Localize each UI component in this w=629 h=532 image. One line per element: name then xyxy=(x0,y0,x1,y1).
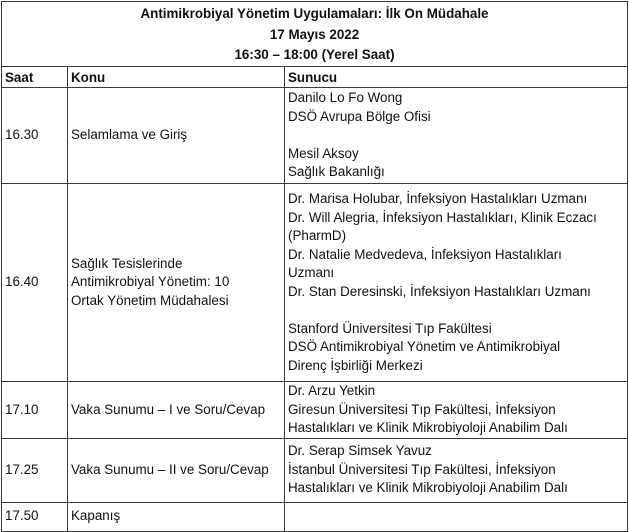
presenter-line: Sağlık Bakanlığı xyxy=(288,164,385,180)
presenter-cell xyxy=(285,382,628,439)
time-cell: 17.50 xyxy=(2,502,68,531)
topic-line: Vaka Sunumu – I ve Soru/Cevap xyxy=(71,401,266,417)
topic-line: Vaka Sunumu – II ve Soru/Cevap xyxy=(71,461,269,477)
presenter-line: İstanbul Üniversitesi Tıp Fakültesi, İnfeksiyon xyxy=(288,461,556,477)
topic-line: Selamlama ve Giriş xyxy=(71,127,188,143)
agenda-time-range: 16:30 – 18:00 (Yerel Saat) xyxy=(234,47,395,63)
title-cell xyxy=(2,2,628,67)
presenter-cell xyxy=(285,502,628,531)
group-spacer xyxy=(288,126,625,145)
topic-cell xyxy=(68,382,285,439)
presenter-line: (PharmD) xyxy=(288,228,347,243)
column-header-presenter: Sunucu xyxy=(285,67,628,88)
presenter-line: Dr. Arzu Yetkin xyxy=(288,383,376,398)
presenter-line: Uzmanı xyxy=(288,265,335,280)
topic-line: Ortak Yönetim Müdahalesi xyxy=(71,292,229,308)
table-row xyxy=(2,438,628,502)
topic-cell xyxy=(68,438,285,502)
time-cell: 16.30 xyxy=(2,88,68,184)
time-cell: 17.25 xyxy=(2,438,68,502)
column-header-time: Saat xyxy=(2,67,68,88)
agenda-title: Antimikrobiyal Yönetim Uygulamaları: İlk On Müdahale xyxy=(140,6,489,22)
presenter-line: Dr. Marisa Holubar, İnfeksiyon Hastalıkları Uzmanı xyxy=(288,191,588,206)
presenter-line: Hastalıkları ve Klinik Mikrobiyoloji Anabilim Dalı xyxy=(288,480,568,496)
topic-line: Sağlık Tesislerinde xyxy=(71,255,183,271)
topic-cell xyxy=(68,502,285,531)
topic-cell xyxy=(68,88,285,184)
presenter-line: DSÖ Avrupa Bölge Ofisi xyxy=(288,108,431,124)
presenter-line: Dr. Serap Simsek Yavuz xyxy=(288,443,432,459)
title-row xyxy=(2,2,628,67)
topic-line: Antimikrobiyal Yönetim: 10 xyxy=(71,274,230,290)
presenter-cell xyxy=(285,88,628,184)
time-cell: 16.40 xyxy=(2,184,68,382)
presenter-line: Mesil Aksoy xyxy=(288,145,359,161)
presenter-line: Dr. Stan Deresinski, İnfeksiyon Hastalıkları Uzmanı xyxy=(288,283,591,299)
topic-line: Kapanış xyxy=(71,508,121,524)
presenter-line: Dr. Will Alegria, İnfeksiyon Hastalıkları, Klinik Eczacı xyxy=(288,209,597,225)
time-cell: 17.10 xyxy=(2,382,68,439)
presenter-line: Direnç İşbirliği Merkezi xyxy=(288,357,423,373)
presenter-line: Dr. Natalie Medvedeva, İnfeksiyon Hastalıkları xyxy=(288,246,562,262)
presenter-line: Giresun Üniversitesi Tıp Fakültesi, İnfeksiyon xyxy=(288,401,556,417)
table-row xyxy=(2,502,628,531)
table-row xyxy=(2,88,628,184)
agenda-table xyxy=(1,1,628,532)
table-row xyxy=(2,184,628,382)
presenter-line: Danilo Lo Fo Wong xyxy=(288,90,403,106)
group-spacer xyxy=(288,301,625,320)
column-header-topic: Konu xyxy=(68,67,285,88)
presenter-line: DSÖ Antimikrobiyal Yönetim ve Antimikrobiyal xyxy=(288,339,561,354)
topic-cell xyxy=(68,184,285,382)
agenda-date: 17 Mayıs 2022 xyxy=(269,26,360,42)
presenter-line: Stanford Üniversitesi Tıp Fakültesi xyxy=(288,320,492,336)
presenter-line: Hastalıkları ve Klinik Mikrobiyoloji Anabilim Dalı xyxy=(288,420,568,435)
presenter-cell xyxy=(285,184,628,382)
presenter-cell xyxy=(285,438,628,502)
column-header-row xyxy=(2,67,628,88)
table-row xyxy=(2,382,628,439)
